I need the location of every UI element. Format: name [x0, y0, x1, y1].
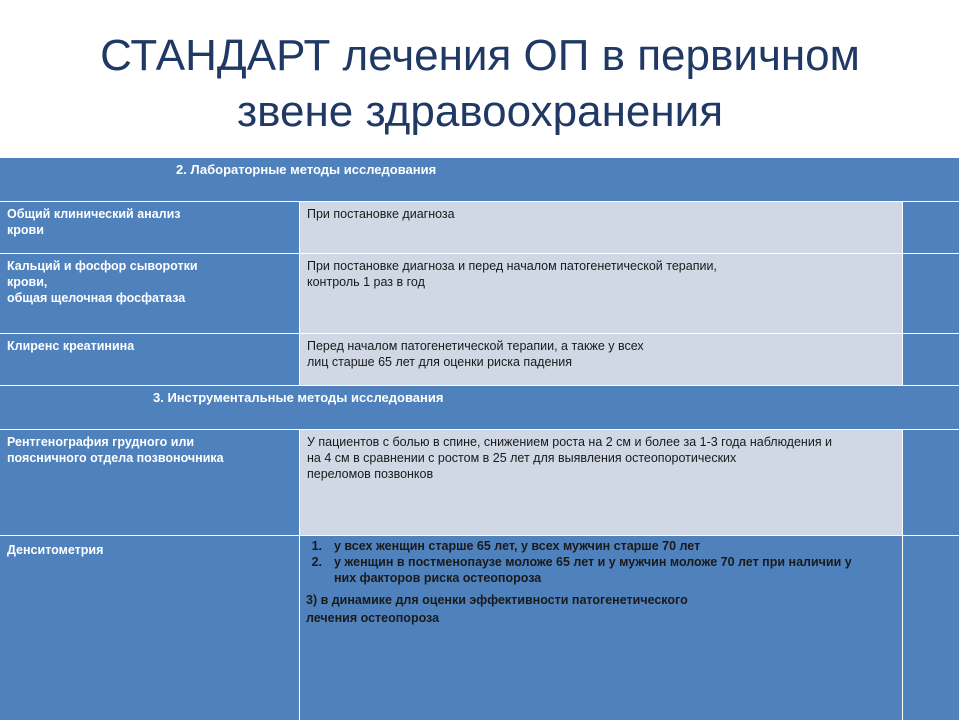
- row-2-indication-line-2: контроль 1 раз в год: [307, 275, 425, 289]
- extra-note-line-2: лечения остеопороза: [306, 611, 440, 625]
- standard-table: [0, 158, 960, 720]
- section-header-instrumental-text: 3. Инструментальные методы исследования: [153, 390, 444, 405]
- table-row-5-extra: [903, 536, 960, 720]
- table-row-1-indication: [300, 202, 903, 254]
- list-item-text: у всех женщин старше 65 лет, у всех мужчин старше 70 лет: [334, 539, 701, 553]
- row-1-indication-text: При постановке диагноза: [307, 207, 455, 221]
- table-row-1-name: [0, 202, 300, 254]
- row-3-name-text: Клиренс креатинина: [7, 339, 135, 353]
- row-2-name-line-1: Кальций и фосфор сыворотки: [7, 259, 198, 273]
- row-5-name-text: Денситометрия: [7, 543, 104, 557]
- row-4-indication-line-1: У пациентов с болью в спине, снижением роста на 2 см и более за 1-3 года наблюдения и на 4 см в сравнении с ростом в 25 лет для выявления остеопоротических: [307, 435, 833, 465]
- table-row-1-extra: [903, 202, 960, 254]
- table-row-2-extra: [903, 254, 960, 334]
- extra-note-line-1: 3) в динамике для оценки эффективности патогенетического: [306, 593, 688, 607]
- densitometry-indication-list: [300, 538, 896, 586]
- section-header-instrumental: [0, 386, 960, 430]
- slide-title: [0, 28, 960, 140]
- row-2-name-line-3: общая щелочная фосфатаза: [7, 291, 186, 305]
- list-item: [300, 538, 896, 554]
- table-row-2-indication: [300, 254, 903, 334]
- row-2-indication-line-1: При постановке диагноза и перед началом патогенетической терапии,: [307, 259, 717, 273]
- table-row-3-indication: [300, 334, 903, 386]
- section-header-lab-text: 2. Лабораторные методы исследования: [176, 162, 437, 177]
- list-item-text: у женщин в постменопаузе моложе 65 лет и у мужчин моложе 70 лет при наличии у них факторов риска остеопороза: [334, 555, 852, 585]
- table-row-4-name: [0, 430, 300, 536]
- row-2-name-line-2: крови,: [7, 275, 48, 289]
- densitometry-extra-note: [300, 592, 896, 626]
- table-row-5-name: [0, 536, 300, 720]
- table-row-4-indication: [300, 430, 903, 536]
- slide-title-line-1: СТАНДАРТ лечения ОП в первичном: [100, 31, 860, 80]
- list-item-number: 1.: [311, 539, 322, 553]
- table-row-3-extra: [903, 334, 960, 386]
- slide-title-line-2: звене здравоохранения: [236, 87, 724, 136]
- row-3-indication-line-2: лиц старше 65 лет для оценки риска падения: [307, 355, 573, 369]
- table-row-4-extra: [903, 430, 960, 536]
- table-row-2-name: [0, 254, 300, 334]
- list-item-number: 2.: [311, 555, 322, 569]
- table-row-3-name: [0, 334, 300, 386]
- table-row-5-indication: [300, 536, 903, 720]
- row-4-name-text: Рентгенография грудного или поясничного отдела позвоночника: [7, 435, 224, 465]
- row-3-indication-line-1: Перед началом патогенетической терапии, а также у всех: [307, 339, 644, 353]
- row-1-name-text: Общий клинический анализ крови: [7, 207, 181, 237]
- row-4-indication-line-2: переломов позвонков: [307, 467, 434, 481]
- section-header-lab: [0, 158, 960, 202]
- list-item: [300, 554, 874, 586]
